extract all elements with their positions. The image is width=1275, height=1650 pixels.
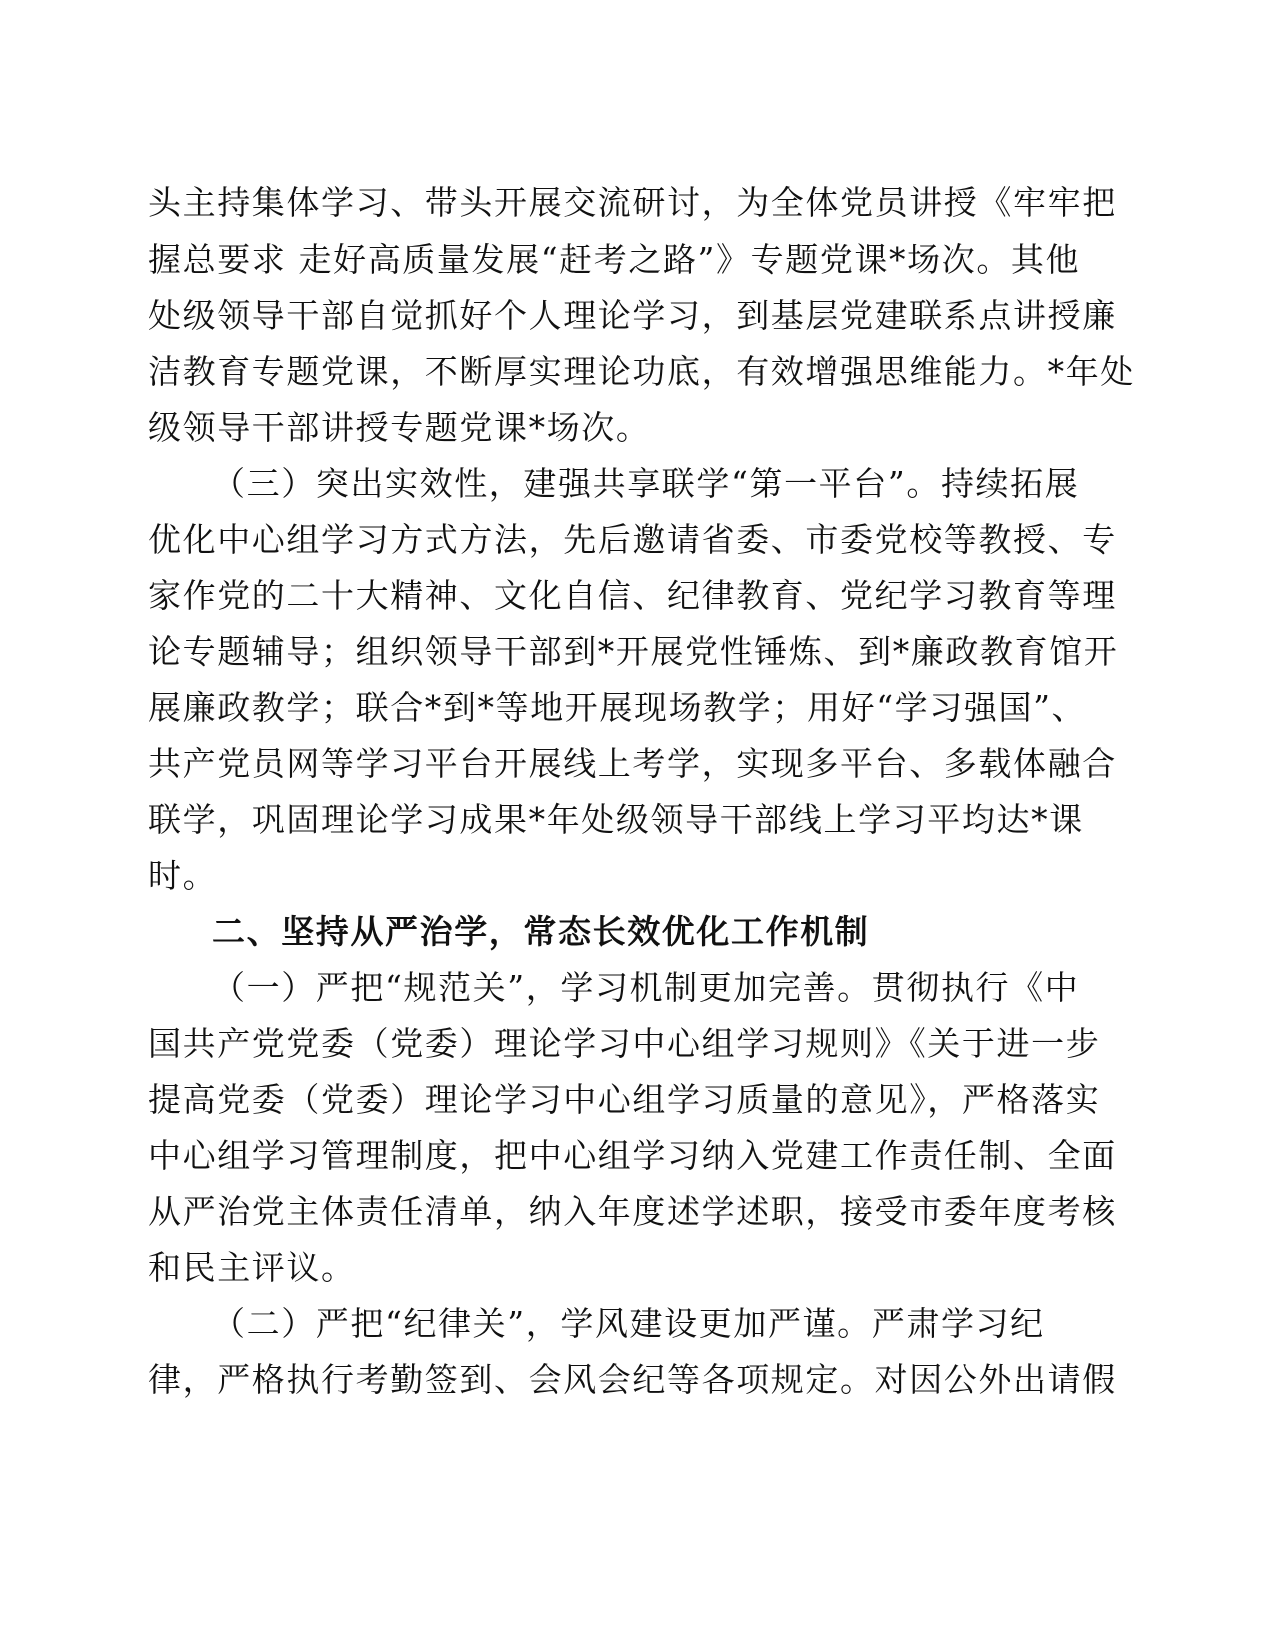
paragraph-line: 提高党委（党委）理论学习中心组学习质量的意见》，严格落实 xyxy=(148,1080,1101,1119)
paragraph-line: 联学，巩固理论学习成果*年处级领导干部线上学习平均达*课 xyxy=(148,800,1084,839)
paragraph-line: 头主持集体学习、带头开展交流研讨，为全体党员讲授《牢牢把 xyxy=(148,183,1117,222)
paragraph-line: 时。 xyxy=(148,856,218,895)
paragraph-line: 展廉政教学；联合*到*等地开展现场教学；用好“学习强国”、 xyxy=(148,688,1087,727)
paragraph-line: 优化中心组学习方式方法，先后邀请省委、市委党校等教授、专 xyxy=(148,520,1117,559)
paragraph-line: 家作党的二十大精神、文化自信、纪律教育、党纪学习教育等理 xyxy=(148,576,1117,615)
paragraph-line: 国共产党党委（党委）理论学习中心组学习规则》《关于进一步 xyxy=(148,1024,1101,1063)
section-heading-line: （一）严把“规范关”，学习机制更加完善。贯彻执行《中 xyxy=(212,968,1080,1007)
paragraph-line: 中心组学习管理制度，把中心组学习纳入党建工作责任制、全面 xyxy=(148,1136,1117,1175)
chapter-heading: 二、坚持从严治学，常态长效优化工作机制 xyxy=(212,912,870,951)
paragraph-line: 共产党员网等学习平台开展线上考学，实现多平台、多载体融合 xyxy=(148,744,1117,783)
paragraph-line: 洁教育专题党课，不断厚实理论功底，有效增强思维能力。*年处 xyxy=(148,352,1135,391)
section-heading-line: （三）突出实效性，建强共享联学“第一平台”。持续拓展 xyxy=(212,464,1080,503)
section-heading-line: （二）严把“纪律关”，学风建设更加严谨。严肃学习纪 xyxy=(212,1304,1045,1343)
paragraph-line: 论专题辅导；组织领导干部到*开展党性锤炼、到*廉政教育馆开 xyxy=(148,632,1119,671)
paragraph-line: 和民主评议。 xyxy=(148,1248,356,1287)
paragraph-line: 级领导干部讲授专题党课*场次。 xyxy=(148,408,651,447)
paragraph-line: 律，严格执行考勤签到、会风会纪等各项规定。对因公外出请假 xyxy=(148,1360,1117,1399)
paragraph-line: 处级领导干部自觉抓好个人理论学习，到基层党建联系点讲授廉 xyxy=(148,296,1117,335)
paragraph-line: 握总要求 走好高质量发展“赶考之路”》专题党课*场次。其他 xyxy=(148,240,1081,279)
paragraph-line: 从严治党主体责任清单，纳入年度述学述职，接受市委年度考核 xyxy=(148,1192,1117,1231)
